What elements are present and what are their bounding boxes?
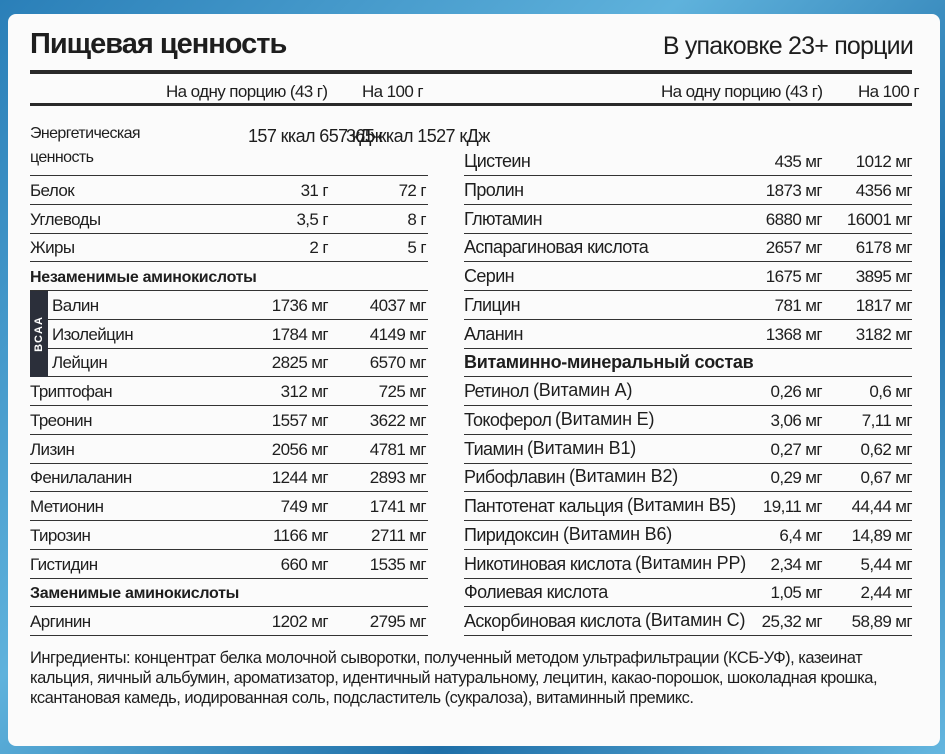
value-per-100g: 365 ккал 1527 кДж — [346, 126, 490, 146]
col-header-serving-left: На одну порцию (43 г) — [166, 82, 328, 101]
nutrient-name: Аспарагиновая кислота — [464, 237, 649, 258]
value-per-serving: 312 мг — [280, 382, 328, 401]
nutrient-name: Никотиновая кислота — [464, 553, 632, 574]
nutrient-name: Фенилаланин — [30, 468, 132, 488]
value-per-serving: 19,11 мг — [762, 497, 822, 516]
value-per-serving: 6880 мг — [765, 209, 822, 229]
value-per-100g: 2711 мг — [371, 525, 426, 545]
table-row — [30, 521, 428, 550]
nutrient-name: Рибофлавин — [464, 467, 565, 488]
section-header — [464, 349, 912, 378]
ingredients-text: Ингредиенты: концентрат белка молочной сыворотки, полученный методом ультрафильтрации (КСБ-УФ), казеинат кальция, яичный альбумин, ароматизатор, идентичный натуральному, лецитин, какао-порошок, шоколадная крошка, ксантановая камедь, иодированная соль, подсластитель (сукралоза), витаминный премикс. — [30, 649, 878, 707]
vitamin-note: (Витамин В2) — [569, 466, 679, 487]
vitamin-note: (Витамин В1) — [527, 437, 637, 458]
value-per-100g: 0,6 мг — [869, 382, 912, 401]
nutrient-name: Метионин — [30, 497, 104, 516]
value-per-serving: 1675 мг — [765, 267, 822, 286]
nutrient-name: Токоферол — [464, 409, 552, 430]
divider — [30, 103, 912, 106]
section-header — [30, 579, 428, 608]
vitamin-note: (Витамин РР) — [635, 552, 747, 573]
value-per-serving: 1736 мг — [271, 295, 328, 315]
table-row — [464, 377, 912, 406]
nutrient-name: Глютамин — [464, 208, 542, 229]
value-per-serving: 0,27 мг — [770, 439, 822, 459]
value-per-serving: 1557 мг — [271, 410, 328, 430]
value-per-100g: 2893 мг — [369, 468, 426, 488]
right-nutrition-table — [464, 118, 912, 636]
table-row — [30, 349, 428, 378]
value-per-serving: 31 г — [300, 180, 328, 200]
table-row — [30, 607, 428, 636]
value-per-serving: 660 мг — [280, 554, 328, 574]
nutrient-name: Гистидин — [30, 554, 98, 574]
nutrient-name: Заменимые аминокислоты — [30, 585, 239, 603]
col-header-100-left: На 100 г — [362, 82, 423, 101]
table-row — [30, 492, 428, 521]
value-per-100g: 3622 мг — [369, 410, 426, 430]
value-per-100g: 3895 мг — [855, 267, 912, 286]
table-row — [464, 550, 912, 579]
value-per-100g: 6178 мг — [855, 238, 912, 258]
value-per-serving: 1873 мг — [765, 180, 822, 200]
table-row — [464, 521, 912, 550]
table-row — [464, 320, 912, 349]
value-per-100g: 0,67 мг — [860, 468, 912, 488]
value-per-serving: 2825 мг — [271, 353, 328, 373]
servings-count: В упаковке 23+ порции — [662, 32, 913, 60]
table-row — [464, 607, 912, 636]
value-per-100g: 3182 мг — [855, 324, 912, 344]
value-per-100g: 4149 мг — [369, 324, 426, 344]
value-per-serving: 2,34 мг — [770, 554, 822, 574]
table-row — [30, 176, 428, 205]
table-row — [30, 464, 428, 493]
nutrient-name: Треонин — [30, 410, 92, 430]
table-row — [30, 435, 428, 464]
value-per-serving: 1,05 мг — [770, 583, 822, 603]
nutrient-name: Энергетическая ценность — [30, 125, 140, 166]
table-row — [30, 406, 428, 435]
vitamin-note: (Витамин С) — [645, 610, 746, 630]
value-per-serving: 2056 мг — [271, 439, 328, 459]
value-per-100g: 1012 мг — [855, 152, 912, 171]
value-per-serving: 1244 мг — [271, 468, 328, 488]
value-per-serving: 2 г — [309, 238, 328, 258]
table-row — [30, 291, 428, 320]
table-row — [30, 234, 428, 263]
table-row — [464, 464, 912, 493]
table-row — [464, 205, 912, 234]
value-per-100g: 4356 мг — [855, 180, 912, 200]
value-per-100g: 2,44 мг — [860, 583, 912, 603]
vitamin-note: (Витамин Е) — [555, 408, 655, 429]
value-per-100g: 7,11 мг — [861, 410, 912, 430]
nutrient-name: Фолиевая кислота — [464, 582, 608, 603]
value-per-100g: 16001 мг — [846, 209, 912, 229]
section-header — [30, 262, 428, 291]
nutrient-name: Цистеин — [464, 151, 531, 171]
table-row — [30, 377, 428, 406]
value-per-serving: 6,4 мг — [779, 525, 822, 545]
value-per-100g: 8 г — [407, 209, 426, 229]
table-row — [464, 435, 912, 464]
table-row — [464, 579, 912, 608]
nutrient-name: Глицин — [464, 294, 520, 315]
table-row — [464, 406, 912, 435]
value-per-100g: 2795 мг — [369, 612, 426, 631]
table-row — [30, 550, 428, 579]
table-row — [464, 492, 912, 521]
nutrient-name: Лейцин — [52, 353, 108, 373]
nutrient-name: Серин — [464, 266, 515, 286]
nutrient-name: Валин — [52, 295, 99, 315]
value-per-100g: 58,89 мг — [851, 612, 912, 631]
nutrient-name: Ретинол — [464, 381, 529, 401]
value-per-100g: 14,89 мг — [851, 525, 912, 545]
value-per-100g: 72 г — [398, 180, 426, 200]
value-per-100g: 725 мг — [378, 382, 426, 401]
value-per-100g: 6570 мг — [369, 353, 426, 373]
value-per-100g: 4781 мг — [369, 439, 426, 459]
value-per-serving: 1202 мг — [271, 612, 328, 631]
value-per-100g: 1535 мг — [369, 554, 426, 574]
value-per-serving: 3,5 г — [296, 209, 328, 229]
nutrient-name: Жиры — [30, 238, 75, 258]
table-row — [464, 234, 912, 263]
table-row — [464, 176, 912, 205]
value-per-serving: 0,26 мг — [770, 382, 822, 401]
col-header-100-right: На 100 г — [858, 82, 919, 101]
nutrient-name: Пантотенат кальция — [464, 496, 623, 516]
value-per-serving: 25,32 мг — [761, 612, 822, 631]
value-per-serving: 1368 мг — [765, 324, 822, 344]
table-row — [30, 205, 428, 234]
value-per-100g: 1817 мг — [855, 295, 912, 315]
nutrient-name: Изолейцин — [52, 324, 133, 344]
nutrient-name: Аланин — [464, 323, 523, 344]
value-per-serving: 2657 мг — [765, 238, 822, 258]
table-row — [464, 118, 912, 176]
nutrient-name: Лизин — [30, 439, 75, 459]
vitamin-note: (Витамин В5) — [627, 495, 737, 515]
table-row — [30, 320, 428, 349]
value-per-100g: 4037 мг — [369, 295, 426, 315]
nutrient-name: Незаменимые аминокислоты — [30, 269, 257, 286]
nutrient-name: Тиамин — [464, 438, 524, 459]
table-row — [30, 118, 490, 176]
nutrient-name: Триптофан — [30, 382, 113, 401]
value-per-100g: 5 г — [407, 238, 426, 258]
table-row — [464, 291, 912, 320]
nutrient-name: Пиридоксин — [464, 524, 559, 545]
col-header-serving-right: На одну порцию (43 г) — [661, 82, 823, 101]
value-per-100g: 1741 мг — [369, 497, 426, 516]
value-per-serving: 3,06 мг — [770, 410, 822, 430]
nutrient-name: Углеводы — [30, 209, 101, 229]
nutrient-name: Белок — [30, 180, 75, 200]
value-per-serving: 749 мг — [280, 497, 328, 516]
value-per-serving: 0,29 мг — [770, 468, 822, 488]
bcaa-label: BCAA — [33, 316, 45, 352]
value-per-100g: 5,44 мг — [860, 554, 912, 574]
nutrient-name: Тирозин — [30, 525, 91, 545]
value-per-serving: 1784 мг — [271, 324, 328, 344]
value-per-serving: 435 мг — [774, 152, 822, 171]
vitamin-note: (Витамин В6) — [563, 523, 673, 544]
bcaa-badge — [30, 291, 48, 377]
nutrient-name: Пролин — [464, 179, 524, 200]
label-title: Пищевая ценность — [30, 28, 287, 60]
divider — [30, 70, 912, 74]
nutrient-name: Аскорбиновая кислота — [464, 611, 641, 631]
vitamin-note: (Витамин А) — [533, 380, 633, 400]
value-per-serving: 157 ккал 657 кДж — [248, 126, 383, 146]
table-row — [464, 262, 912, 291]
nutrient-name: Витаминно-минеральный состав — [464, 352, 754, 373]
value-per-100g: 0,62 мг — [860, 439, 912, 459]
value-per-serving: 1166 мг — [273, 525, 328, 545]
value-per-serving: 781 мг — [774, 295, 822, 315]
nutrient-name: Аргинин — [30, 612, 91, 631]
value-per-100g: 44,44 мг — [851, 497, 912, 516]
